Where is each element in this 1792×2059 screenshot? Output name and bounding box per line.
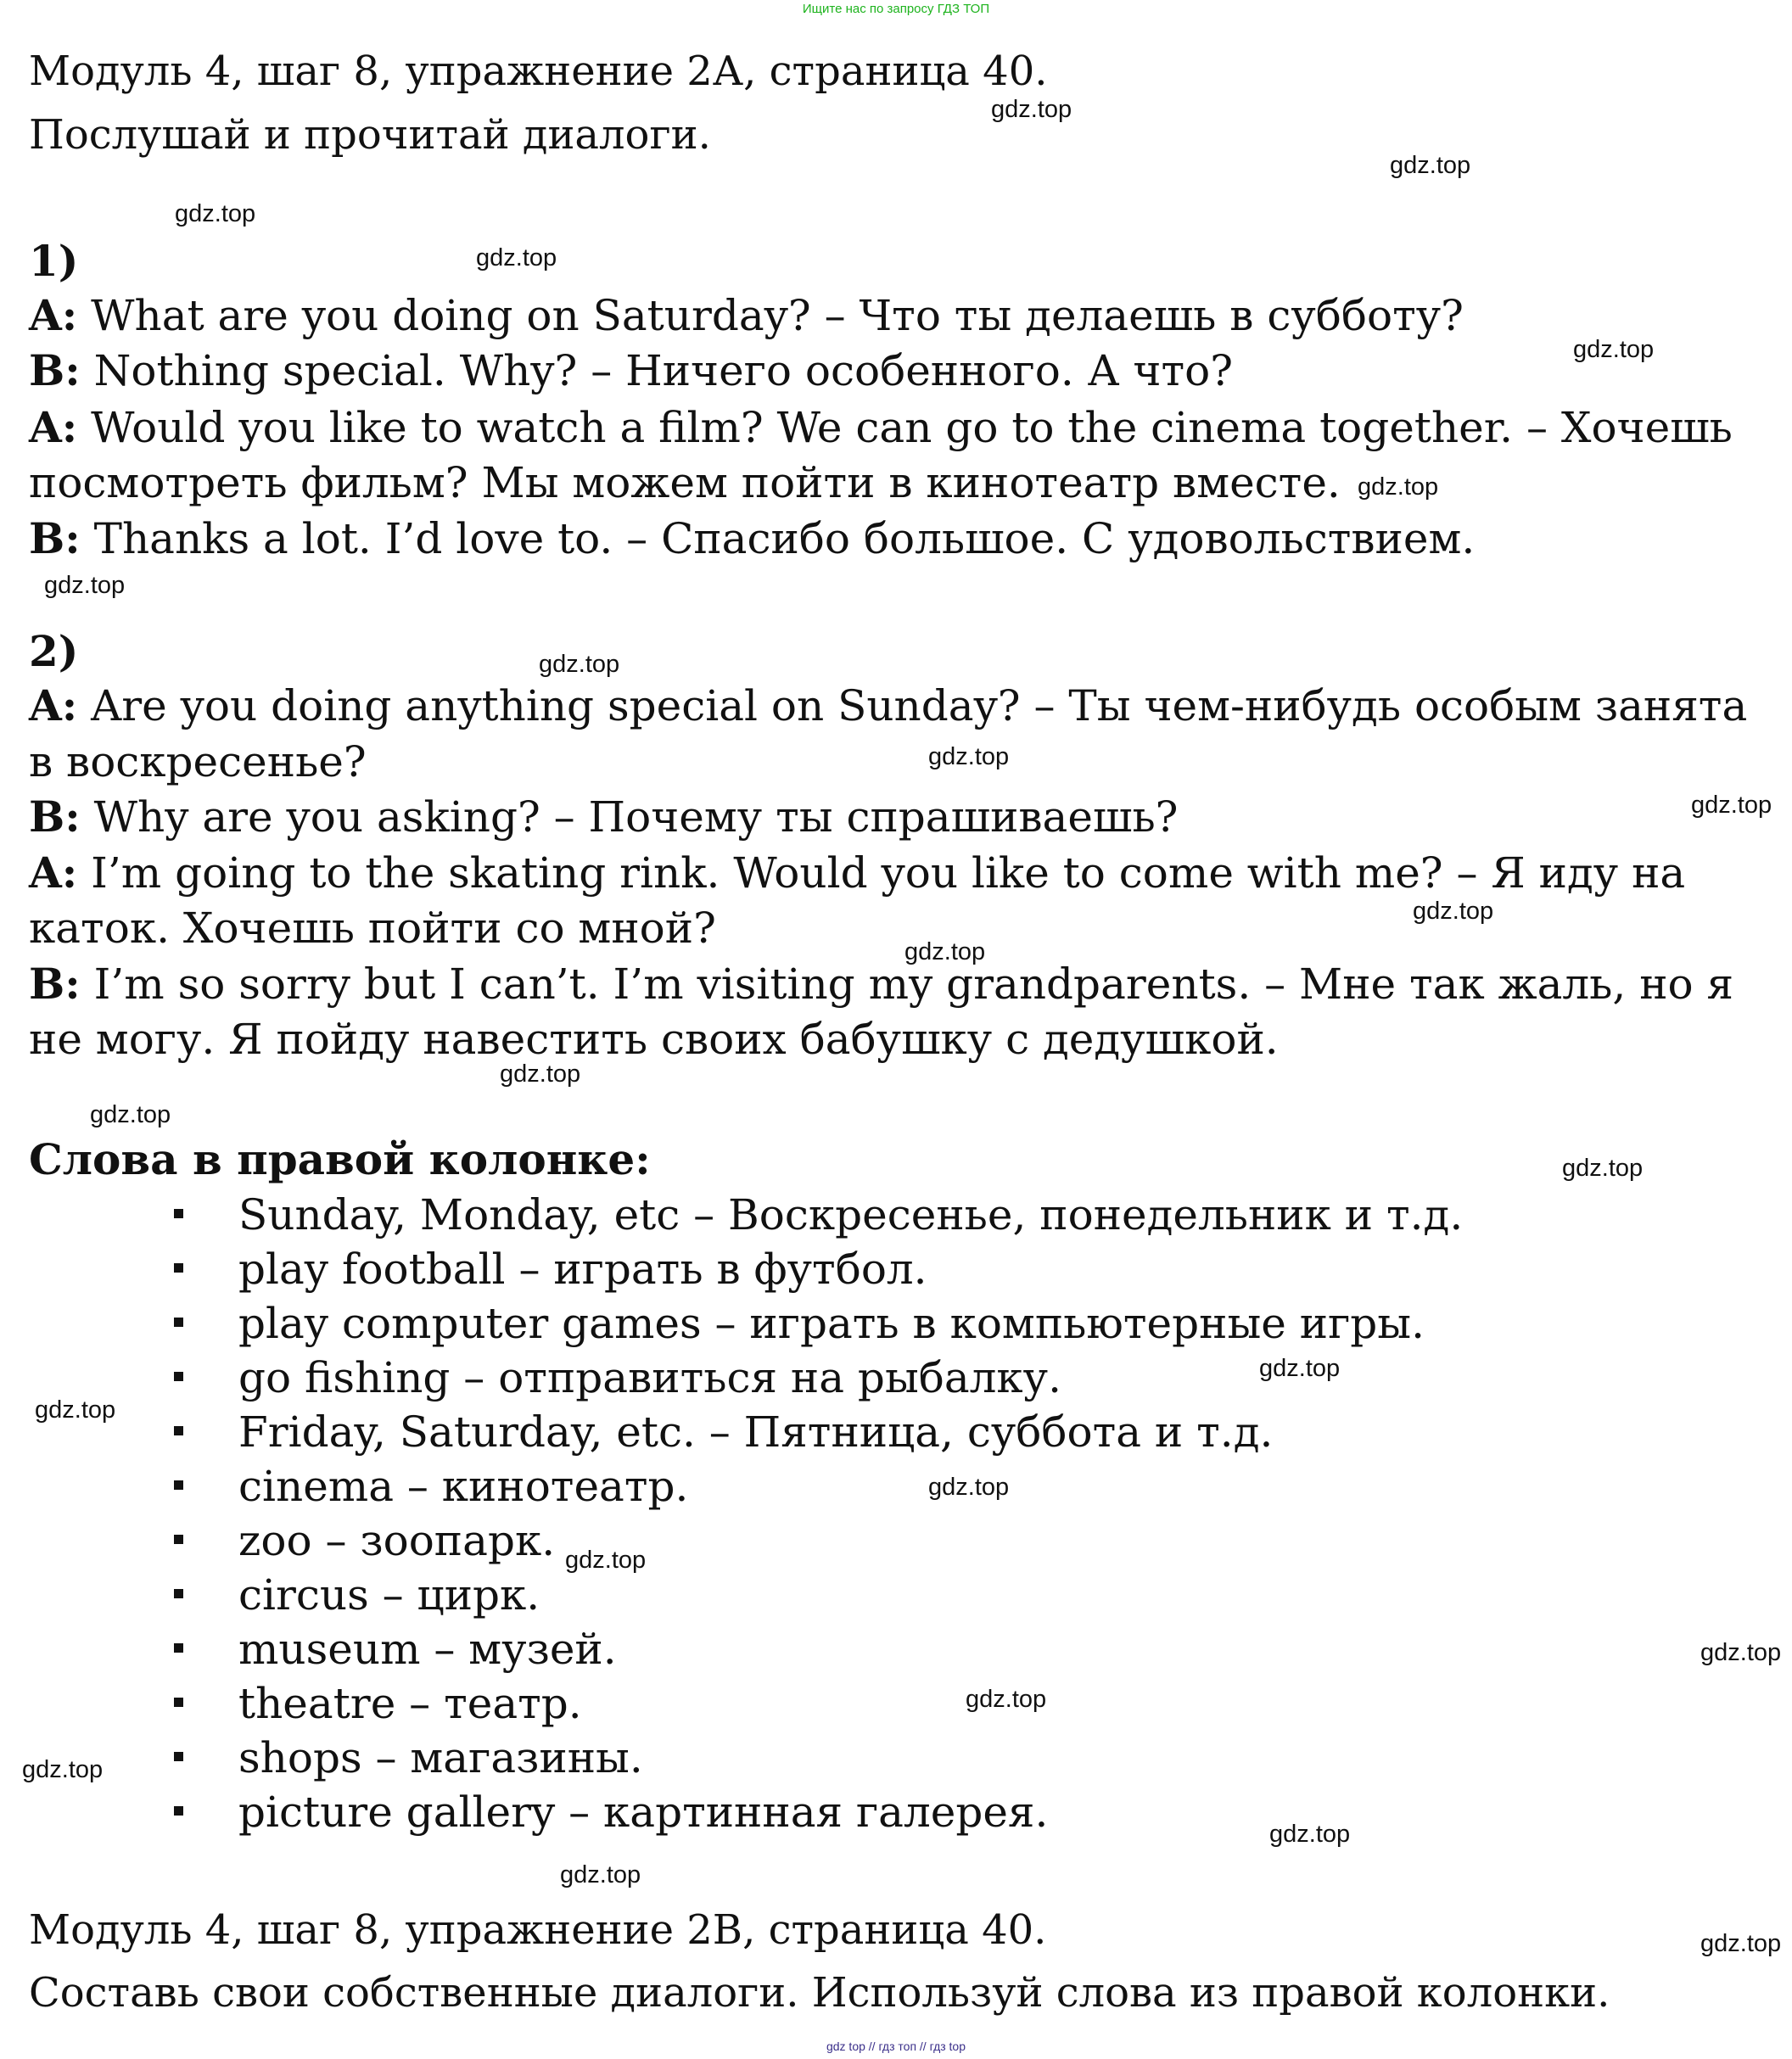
line-text: What are you doing on Saturday? – Что ты делаешь в субботу? [77,291,1464,340]
dialogue-2-line [29,846,1685,900]
bullet-icon [174,1535,183,1544]
dialogue-2-line [29,1012,1279,1066]
watermark: gdz.top [539,651,620,678]
dialogue-2-line [29,790,1178,844]
watermark: gdz.top [991,96,1072,123]
list-item-text: circus – цирк. [238,1570,540,1620]
watermark: gdz.top [22,1756,104,1783]
dialogue-1-line [29,344,1233,398]
line-text: каток. Хочешь пойти со мной? [29,904,716,953]
watermark: gdz.top [928,743,1010,770]
line-text: посмотреть фильм? Мы можем пойти в кинотеатр вместе. [29,458,1341,507]
watermark: gdz.top [1573,336,1655,363]
watermark: gdz.top [35,1396,116,1424]
line-text: Would you like to watch a film? We can go to the cinema together. – Хочешь [77,403,1733,452]
dialogue-1-line [29,512,1475,566]
speaker-label: A: [29,402,78,452]
bottom-banner: gdz top // гдз топ // гдз top [826,2039,966,2053]
dialogue-1-line [29,400,1733,455]
bullet-icon [174,1698,183,1707]
speaker-label: A: [29,848,78,898]
bullet-icon [174,1806,183,1816]
watermark: gdz.top [1700,1930,1782,1957]
exercise-2b-title: Модуль 4, шаг 8, упражнение 2В, страница 40. [29,1906,1047,1954]
line-text: в воскресенье? [29,737,367,786]
watermark: gdz.top [1269,1821,1351,1848]
watermark: gdz.top [1390,152,1471,179]
watermark: gdz.top [1691,792,1772,819]
line-text: Why are you asking? – Почему ты спрашиваешь? [80,792,1179,842]
watermark: gdz.top [44,572,126,599]
exercise-title: Модуль 4, шаг 8, упражнение 2А, страница 40. [29,48,1048,95]
speaker-label: A: [29,680,78,730]
list-item-text: play football – играть в футбол. [238,1245,927,1294]
watermark: gdz.top [1358,473,1439,501]
bullet-icon [174,1209,183,1218]
dialogue-2-number: 2) [29,626,79,676]
bullet-icon [174,1263,183,1273]
list-item-text: picture gallery – картинная галерея. [238,1788,1049,1837]
bullet-icon [174,1589,183,1598]
watermark: gdz.top [1259,1355,1341,1382]
exercise-task: Послушай и прочитай диалоги. [29,111,711,159]
watermark: gdz.top [476,244,557,271]
watermark: gdz.top [1413,898,1494,925]
list-item-text: play computer games – играть в компьютерные игры. [238,1299,1425,1348]
bullet-icon [174,1426,183,1435]
line-text: не могу. Я пойду навестить своих бабушку с дедушкой. [29,1015,1279,1064]
bullet-icon [174,1643,183,1653]
bullet-icon [174,1480,183,1490]
list-item-text: Sunday, Monday, etc – Воскресенье, понедельник и т.д. [238,1190,1464,1239]
dialogue-1-number: 1) [29,236,79,286]
watermark: gdz.top [1562,1155,1644,1182]
list-item-text: zoo – зоопарк. [238,1516,556,1565]
bullet-icon [174,1752,183,1761]
watermark: gdz.top [928,1474,1010,1501]
speaker-label: B: [29,792,81,842]
exercise-2b-task: Составь свои собственные диалоги. Используй слова из правой колонки. [29,1969,1610,2017]
list-item-text: Friday, Saturday, etc. – Пятница, суббота и т.д. [238,1407,1274,1457]
words-heading: Слова в правой колонке: [29,1134,651,1184]
top-banner: Ищите нас по запросу ГДЗ ТОП [802,2,990,16]
dialogue-2-line [29,735,367,789]
line-text: I’m so sorry but I can’t. I’m visiting my grandparents. – Мне так жаль, но я [80,960,1734,1009]
speaker-label: B: [29,345,81,395]
dialogue-2-line [29,901,716,955]
list-item-text: cinema – кинотеатр. [238,1462,689,1511]
list-item-text: theatre – театр. [238,1679,582,1728]
dialogue-1-line [29,288,1464,343]
speaker-label: B: [29,513,81,563]
watermark: gdz.top [560,1861,641,1888]
list-item-text: museum – музей. [238,1625,617,1674]
list-item-text: shops – магазины. [238,1733,643,1782]
speaker-label: A: [29,290,78,340]
line-text: Are you doing anything special on Sunday? – Ты чем-нибудь особым занята [77,681,1748,730]
watermark: gdz.top [904,938,986,965]
dialogue-2-line [29,679,1747,733]
watermark: gdz.top [90,1101,171,1128]
watermark: gdz.top [966,1686,1047,1713]
line-text: I’m going to the skating rink. Would you like to come with me? – Я иду на [77,848,1686,898]
watermark: gdz.top [500,1060,581,1088]
line-text: Thanks a lot. I’d love to. – Спасибо большое. С удовольствием. [80,514,1476,563]
speaker-label: B: [29,959,81,1009]
watermark: gdz.top [565,1547,647,1574]
list-item-text: go fishing – отправиться на рыбалку. [238,1353,1061,1402]
line-text: Nothing special. Why? – Ничего особенного. А что? [80,346,1234,395]
watermark: gdz.top [175,200,256,227]
bullet-icon [174,1318,183,1327]
dialogue-1-line [29,456,1341,510]
dialogue-2-line [29,957,1733,1011]
bullet-icon [174,1372,183,1381]
watermark: gdz.top [1700,1639,1782,1666]
